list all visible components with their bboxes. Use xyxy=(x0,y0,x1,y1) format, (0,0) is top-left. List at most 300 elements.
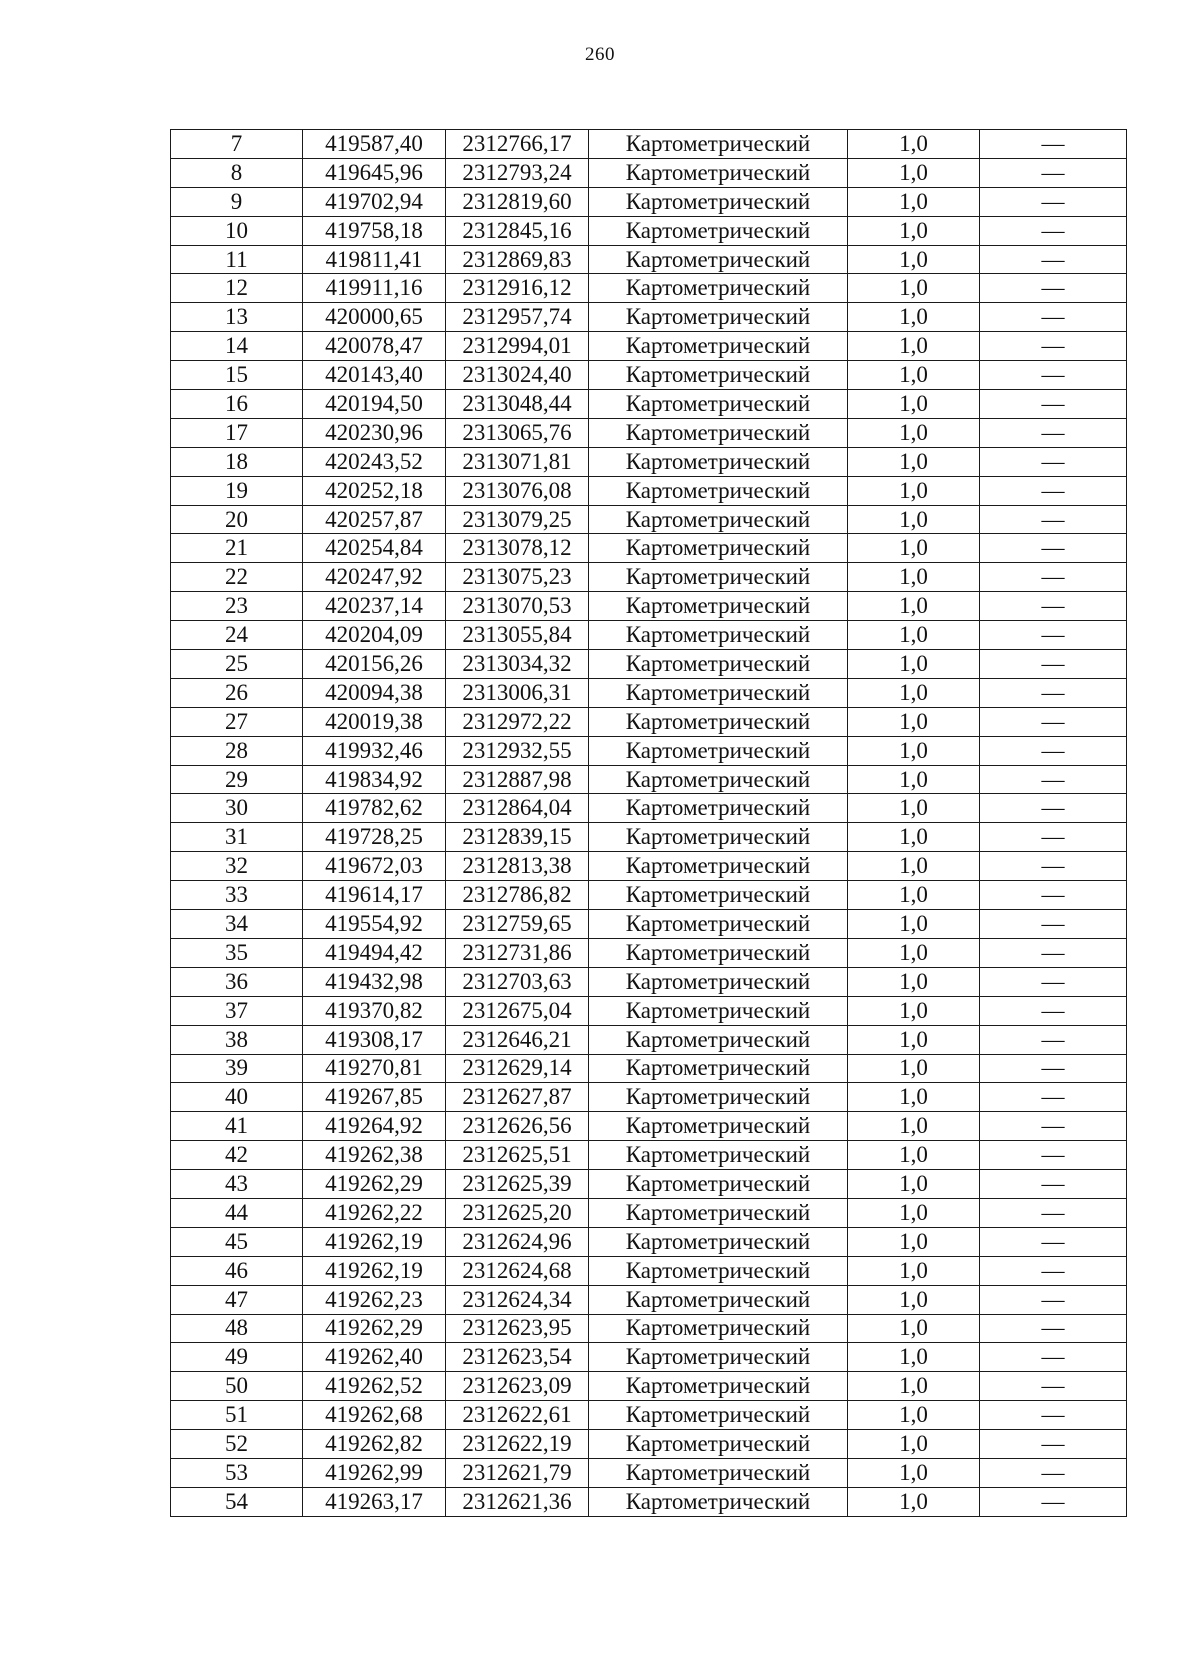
table-row xyxy=(171,1487,1127,1516)
accuracy-cell: 1,0 xyxy=(848,1430,980,1459)
accuracy-cell: 1,0 xyxy=(848,938,980,967)
description-cell: — xyxy=(980,1227,1127,1256)
x-coordinate-cell: 419262,29 xyxy=(303,1170,446,1199)
description-cell: — xyxy=(980,1112,1127,1141)
x-coordinate-cell: 420204,09 xyxy=(303,621,446,650)
y-coordinate-cell: 2312731,86 xyxy=(446,938,589,967)
accuracy-cell: 1,0 xyxy=(848,736,980,765)
table-row xyxy=(171,678,1127,707)
method-cell: Картометрический xyxy=(589,534,848,563)
method-cell: Картометрический xyxy=(589,447,848,476)
y-coordinate-cell: 2313055,84 xyxy=(446,621,589,650)
y-coordinate-cell: 2312624,34 xyxy=(446,1285,589,1314)
table-row xyxy=(171,1256,1127,1285)
x-coordinate-cell: 419554,92 xyxy=(303,910,446,939)
table-row xyxy=(171,592,1127,621)
accuracy-cell: 1,0 xyxy=(848,390,980,419)
description-cell: — xyxy=(980,592,1127,621)
table-row xyxy=(171,245,1127,274)
description-cell: — xyxy=(980,447,1127,476)
x-coordinate-cell: 420156,26 xyxy=(303,650,446,679)
point-number-cell: 36 xyxy=(171,967,303,996)
method-cell: Картометрический xyxy=(589,418,848,447)
x-coordinate-cell: 419262,29 xyxy=(303,1314,446,1343)
accuracy-cell: 1,0 xyxy=(848,476,980,505)
y-coordinate-cell: 2312703,63 xyxy=(446,967,589,996)
x-coordinate-cell: 420247,92 xyxy=(303,563,446,592)
point-number-cell: 21 xyxy=(171,534,303,563)
method-cell: Картометрический xyxy=(589,1054,848,1083)
x-coordinate-cell: 419263,17 xyxy=(303,1487,446,1516)
x-coordinate-cell: 419370,82 xyxy=(303,996,446,1025)
method-cell: Картометрический xyxy=(589,332,848,361)
y-coordinate-cell: 2312625,39 xyxy=(446,1170,589,1199)
y-coordinate-cell: 2312622,19 xyxy=(446,1430,589,1459)
point-number-cell: 32 xyxy=(171,852,303,881)
description-cell: — xyxy=(980,678,1127,707)
y-coordinate-cell: 2312623,09 xyxy=(446,1372,589,1401)
method-cell: Картометрический xyxy=(589,1227,848,1256)
accuracy-cell: 1,0 xyxy=(848,274,980,303)
x-coordinate-cell: 419262,23 xyxy=(303,1285,446,1314)
table-row xyxy=(171,130,1127,159)
point-number-cell: 38 xyxy=(171,1025,303,1054)
coordinates-table-body xyxy=(171,130,1127,1517)
point-number-cell: 13 xyxy=(171,303,303,332)
description-cell: — xyxy=(980,1285,1127,1314)
accuracy-cell: 1,0 xyxy=(848,1054,980,1083)
point-number-cell: 7 xyxy=(171,130,303,159)
description-cell: — xyxy=(980,158,1127,187)
description-cell: — xyxy=(980,1256,1127,1285)
y-coordinate-cell: 2312839,15 xyxy=(446,823,589,852)
y-coordinate-cell: 2313024,40 xyxy=(446,361,589,390)
table-row xyxy=(171,158,1127,187)
point-number-cell: 25 xyxy=(171,650,303,679)
point-number-cell: 30 xyxy=(171,794,303,823)
table-row xyxy=(171,967,1127,996)
accuracy-cell: 1,0 xyxy=(848,1227,980,1256)
point-number-cell: 20 xyxy=(171,505,303,534)
accuracy-cell: 1,0 xyxy=(848,794,980,823)
accuracy-cell: 1,0 xyxy=(848,1458,980,1487)
method-cell: Картометрический xyxy=(589,1083,848,1112)
table-row xyxy=(171,274,1127,303)
description-cell: — xyxy=(980,1054,1127,1083)
table-row xyxy=(171,910,1127,939)
description-cell: — xyxy=(980,1198,1127,1227)
method-cell: Картометрический xyxy=(589,158,848,187)
table-row xyxy=(171,650,1127,679)
accuracy-cell: 1,0 xyxy=(848,1112,980,1141)
table-row xyxy=(171,1141,1127,1170)
x-coordinate-cell: 419702,94 xyxy=(303,187,446,216)
table-row xyxy=(171,1401,1127,1430)
y-coordinate-cell: 2312869,83 xyxy=(446,245,589,274)
y-coordinate-cell: 2312623,95 xyxy=(446,1314,589,1343)
accuracy-cell: 1,0 xyxy=(848,534,980,563)
description-cell: — xyxy=(980,765,1127,794)
point-number-cell: 27 xyxy=(171,707,303,736)
method-cell: Картометрический xyxy=(589,794,848,823)
accuracy-cell: 1,0 xyxy=(848,1256,980,1285)
description-cell: — xyxy=(980,707,1127,736)
x-coordinate-cell: 419270,81 xyxy=(303,1054,446,1083)
table-row xyxy=(171,1198,1127,1227)
table-row xyxy=(171,881,1127,910)
x-coordinate-cell: 419262,38 xyxy=(303,1141,446,1170)
description-cell: — xyxy=(980,361,1127,390)
accuracy-cell: 1,0 xyxy=(848,592,980,621)
method-cell: Картометрический xyxy=(589,390,848,419)
accuracy-cell: 1,0 xyxy=(848,1083,980,1112)
method-cell: Картометрический xyxy=(589,650,848,679)
x-coordinate-cell: 420000,65 xyxy=(303,303,446,332)
y-coordinate-cell: 2312957,74 xyxy=(446,303,589,332)
y-coordinate-cell: 2312622,61 xyxy=(446,1401,589,1430)
description-cell: — xyxy=(980,910,1127,939)
accuracy-cell: 1,0 xyxy=(848,996,980,1025)
method-cell: Картометрический xyxy=(589,823,848,852)
description-cell: — xyxy=(980,1458,1127,1487)
method-cell: Картометрический xyxy=(589,1170,848,1199)
accuracy-cell: 1,0 xyxy=(848,447,980,476)
y-coordinate-cell: 2312624,96 xyxy=(446,1227,589,1256)
method-cell: Картометрический xyxy=(589,967,848,996)
accuracy-cell: 1,0 xyxy=(848,1343,980,1372)
table-row xyxy=(171,1314,1127,1343)
x-coordinate-cell: 419267,85 xyxy=(303,1083,446,1112)
coordinates-table xyxy=(170,129,1127,1517)
table-row xyxy=(171,390,1127,419)
y-coordinate-cell: 2312864,04 xyxy=(446,794,589,823)
method-cell: Картометрический xyxy=(589,187,848,216)
description-cell: — xyxy=(980,418,1127,447)
method-cell: Картометрический xyxy=(589,707,848,736)
description-cell: — xyxy=(980,1343,1127,1372)
point-number-cell: 54 xyxy=(171,1487,303,1516)
x-coordinate-cell: 419911,16 xyxy=(303,274,446,303)
accuracy-cell: 1,0 xyxy=(848,1487,980,1516)
table-row xyxy=(171,361,1127,390)
description-cell: — xyxy=(980,332,1127,361)
accuracy-cell: 1,0 xyxy=(848,1025,980,1054)
x-coordinate-cell: 420237,14 xyxy=(303,592,446,621)
point-number-cell: 46 xyxy=(171,1256,303,1285)
point-number-cell: 29 xyxy=(171,765,303,794)
method-cell: Картометрический xyxy=(589,621,848,650)
point-number-cell: 33 xyxy=(171,881,303,910)
accuracy-cell: 1,0 xyxy=(848,1198,980,1227)
point-number-cell: 22 xyxy=(171,563,303,592)
accuracy-cell: 1,0 xyxy=(848,418,980,447)
description-cell: — xyxy=(980,823,1127,852)
x-coordinate-cell: 419262,40 xyxy=(303,1343,446,1372)
table-row xyxy=(171,447,1127,476)
method-cell: Картометрический xyxy=(589,1285,848,1314)
description-cell: — xyxy=(980,938,1127,967)
description-cell: — xyxy=(980,476,1127,505)
method-cell: Картометрический xyxy=(589,1343,848,1372)
y-coordinate-cell: 2313079,25 xyxy=(446,505,589,534)
point-number-cell: 8 xyxy=(171,158,303,187)
point-number-cell: 19 xyxy=(171,476,303,505)
x-coordinate-cell: 419728,25 xyxy=(303,823,446,852)
point-number-cell: 40 xyxy=(171,1083,303,1112)
method-cell: Картометрический xyxy=(589,765,848,794)
x-coordinate-cell: 419645,96 xyxy=(303,158,446,187)
table-row xyxy=(171,852,1127,881)
description-cell: — xyxy=(980,216,1127,245)
accuracy-cell: 1,0 xyxy=(848,881,980,910)
y-coordinate-cell: 2312621,79 xyxy=(446,1458,589,1487)
method-cell: Картометрический xyxy=(589,1112,848,1141)
x-coordinate-cell: 419932,46 xyxy=(303,736,446,765)
y-coordinate-cell: 2312625,51 xyxy=(446,1141,589,1170)
point-number-cell: 51 xyxy=(171,1401,303,1430)
accuracy-cell: 1,0 xyxy=(848,1372,980,1401)
method-cell: Картометрический xyxy=(589,881,848,910)
method-cell: Картометрический xyxy=(589,852,848,881)
point-number-cell: 10 xyxy=(171,216,303,245)
accuracy-cell: 1,0 xyxy=(848,303,980,332)
method-cell: Картометрический xyxy=(589,303,848,332)
method-cell: Картометрический xyxy=(589,1372,848,1401)
y-coordinate-cell: 2313006,31 xyxy=(446,678,589,707)
y-coordinate-cell: 2312819,60 xyxy=(446,187,589,216)
table-row xyxy=(171,332,1127,361)
y-coordinate-cell: 2312646,21 xyxy=(446,1025,589,1054)
point-number-cell: 52 xyxy=(171,1430,303,1459)
table-row xyxy=(171,1227,1127,1256)
point-number-cell: 11 xyxy=(171,245,303,274)
point-number-cell: 18 xyxy=(171,447,303,476)
point-number-cell: 31 xyxy=(171,823,303,852)
y-coordinate-cell: 2312759,65 xyxy=(446,910,589,939)
table-row xyxy=(171,1430,1127,1459)
x-coordinate-cell: 419672,03 xyxy=(303,852,446,881)
method-cell: Картометрический xyxy=(589,130,848,159)
point-number-cell: 48 xyxy=(171,1314,303,1343)
point-number-cell: 49 xyxy=(171,1343,303,1372)
table-row xyxy=(171,1458,1127,1487)
y-coordinate-cell: 2313070,53 xyxy=(446,592,589,621)
y-coordinate-cell: 2312621,36 xyxy=(446,1487,589,1516)
point-number-cell: 23 xyxy=(171,592,303,621)
y-coordinate-cell: 2312624,68 xyxy=(446,1256,589,1285)
description-cell: — xyxy=(980,1141,1127,1170)
method-cell: Картометрический xyxy=(589,1487,848,1516)
table-row xyxy=(171,1372,1127,1401)
accuracy-cell: 1,0 xyxy=(848,1314,980,1343)
y-coordinate-cell: 2312994,01 xyxy=(446,332,589,361)
x-coordinate-cell: 419811,41 xyxy=(303,245,446,274)
method-cell: Картометрический xyxy=(589,1314,848,1343)
x-coordinate-cell: 419262,82 xyxy=(303,1430,446,1459)
method-cell: Картометрический xyxy=(589,910,848,939)
description-cell: — xyxy=(980,187,1127,216)
x-coordinate-cell: 420254,84 xyxy=(303,534,446,563)
y-coordinate-cell: 2313048,44 xyxy=(446,390,589,419)
table-row xyxy=(171,563,1127,592)
y-coordinate-cell: 2312675,04 xyxy=(446,996,589,1025)
table-row xyxy=(171,187,1127,216)
y-coordinate-cell: 2313078,12 xyxy=(446,534,589,563)
y-coordinate-cell: 2312786,82 xyxy=(446,881,589,910)
method-cell: Картометрический xyxy=(589,1025,848,1054)
y-coordinate-cell: 2312845,16 xyxy=(446,216,589,245)
method-cell: Картометрический xyxy=(589,1141,848,1170)
description-cell: — xyxy=(980,881,1127,910)
x-coordinate-cell: 419432,98 xyxy=(303,967,446,996)
point-number-cell: 24 xyxy=(171,621,303,650)
table-row xyxy=(171,505,1127,534)
y-coordinate-cell: 2312766,17 xyxy=(446,130,589,159)
method-cell: Картометрический xyxy=(589,1430,848,1459)
description-cell: — xyxy=(980,621,1127,650)
point-number-cell: 50 xyxy=(171,1372,303,1401)
x-coordinate-cell: 419262,68 xyxy=(303,1401,446,1430)
point-number-cell: 43 xyxy=(171,1170,303,1199)
table-row xyxy=(171,476,1127,505)
method-cell: Картометрический xyxy=(589,361,848,390)
point-number-cell: 17 xyxy=(171,418,303,447)
accuracy-cell: 1,0 xyxy=(848,245,980,274)
table-row xyxy=(171,707,1127,736)
x-coordinate-cell: 420143,40 xyxy=(303,361,446,390)
point-number-cell: 45 xyxy=(171,1227,303,1256)
description-cell: — xyxy=(980,534,1127,563)
description-cell: — xyxy=(980,563,1127,592)
page-number: 260 xyxy=(585,44,615,65)
description-cell: — xyxy=(980,245,1127,274)
description-cell: — xyxy=(980,996,1127,1025)
y-coordinate-cell: 2312887,98 xyxy=(446,765,589,794)
accuracy-cell: 1,0 xyxy=(848,187,980,216)
point-number-cell: 14 xyxy=(171,332,303,361)
accuracy-cell: 1,0 xyxy=(848,563,980,592)
point-number-cell: 44 xyxy=(171,1198,303,1227)
point-number-cell: 15 xyxy=(171,361,303,390)
point-number-cell: 28 xyxy=(171,736,303,765)
method-cell: Картометрический xyxy=(589,216,848,245)
table-row xyxy=(171,418,1127,447)
accuracy-cell: 1,0 xyxy=(848,158,980,187)
description-cell: — xyxy=(980,794,1127,823)
x-coordinate-cell: 420194,50 xyxy=(303,390,446,419)
description-cell: — xyxy=(980,1025,1127,1054)
x-coordinate-cell: 419262,19 xyxy=(303,1227,446,1256)
method-cell: Картометрический xyxy=(589,1256,848,1285)
x-coordinate-cell: 420019,38 xyxy=(303,707,446,736)
description-cell: — xyxy=(980,736,1127,765)
description-cell: — xyxy=(980,505,1127,534)
point-number-cell: 41 xyxy=(171,1112,303,1141)
accuracy-cell: 1,0 xyxy=(848,1141,980,1170)
description-cell: — xyxy=(980,1401,1127,1430)
x-coordinate-cell: 419264,92 xyxy=(303,1112,446,1141)
point-number-cell: 35 xyxy=(171,938,303,967)
method-cell: Картометрический xyxy=(589,476,848,505)
point-number-cell: 37 xyxy=(171,996,303,1025)
method-cell: Картометрический xyxy=(589,1458,848,1487)
y-coordinate-cell: 2312793,24 xyxy=(446,158,589,187)
method-cell: Картометрический xyxy=(589,678,848,707)
point-number-cell: 34 xyxy=(171,910,303,939)
table-row xyxy=(171,621,1127,650)
accuracy-cell: 1,0 xyxy=(848,823,980,852)
point-number-cell: 39 xyxy=(171,1054,303,1083)
point-number-cell: 42 xyxy=(171,1141,303,1170)
accuracy-cell: 1,0 xyxy=(848,852,980,881)
accuracy-cell: 1,0 xyxy=(848,505,980,534)
x-coordinate-cell: 419614,17 xyxy=(303,881,446,910)
table-row xyxy=(171,765,1127,794)
x-coordinate-cell: 420094,38 xyxy=(303,678,446,707)
accuracy-cell: 1,0 xyxy=(848,216,980,245)
table-row xyxy=(171,823,1127,852)
description-cell: — xyxy=(980,650,1127,679)
accuracy-cell: 1,0 xyxy=(848,967,980,996)
description-cell: — xyxy=(980,852,1127,881)
description-cell: — xyxy=(980,1430,1127,1459)
accuracy-cell: 1,0 xyxy=(848,650,980,679)
table-row xyxy=(171,534,1127,563)
table-row xyxy=(171,1170,1127,1199)
point-number-cell: 53 xyxy=(171,1458,303,1487)
description-cell: — xyxy=(980,967,1127,996)
point-number-cell: 9 xyxy=(171,187,303,216)
accuracy-cell: 1,0 xyxy=(848,1285,980,1314)
y-coordinate-cell: 2313076,08 xyxy=(446,476,589,505)
accuracy-cell: 1,0 xyxy=(848,130,980,159)
method-cell: Картометрический xyxy=(589,274,848,303)
method-cell: Картометрический xyxy=(589,245,848,274)
point-number-cell: 26 xyxy=(171,678,303,707)
accuracy-cell: 1,0 xyxy=(848,707,980,736)
y-coordinate-cell: 2312627,87 xyxy=(446,1083,589,1112)
y-coordinate-cell: 2312932,55 xyxy=(446,736,589,765)
x-coordinate-cell: 420257,87 xyxy=(303,505,446,534)
x-coordinate-cell: 419262,22 xyxy=(303,1198,446,1227)
y-coordinate-cell: 2312623,54 xyxy=(446,1343,589,1372)
table-row xyxy=(171,303,1127,332)
accuracy-cell: 1,0 xyxy=(848,765,980,794)
x-coordinate-cell: 419494,42 xyxy=(303,938,446,967)
x-coordinate-cell: 419308,17 xyxy=(303,1025,446,1054)
description-cell: — xyxy=(980,1372,1127,1401)
accuracy-cell: 1,0 xyxy=(848,1170,980,1199)
y-coordinate-cell: 2312626,56 xyxy=(446,1112,589,1141)
y-coordinate-cell: 2312629,14 xyxy=(446,1054,589,1083)
x-coordinate-cell: 420078,47 xyxy=(303,332,446,361)
y-coordinate-cell: 2312625,20 xyxy=(446,1198,589,1227)
accuracy-cell: 1,0 xyxy=(848,1401,980,1430)
description-cell: — xyxy=(980,390,1127,419)
description-cell: — xyxy=(980,1314,1127,1343)
description-cell: — xyxy=(980,303,1127,332)
table-row xyxy=(171,736,1127,765)
description-cell: — xyxy=(980,1487,1127,1516)
x-coordinate-cell: 420230,96 xyxy=(303,418,446,447)
description-cell: — xyxy=(980,1170,1127,1199)
y-coordinate-cell: 2312813,38 xyxy=(446,852,589,881)
x-coordinate-cell: 419587,40 xyxy=(303,130,446,159)
point-number-cell: 12 xyxy=(171,274,303,303)
table-row xyxy=(171,794,1127,823)
y-coordinate-cell: 2313075,23 xyxy=(446,563,589,592)
table-row xyxy=(171,1343,1127,1372)
